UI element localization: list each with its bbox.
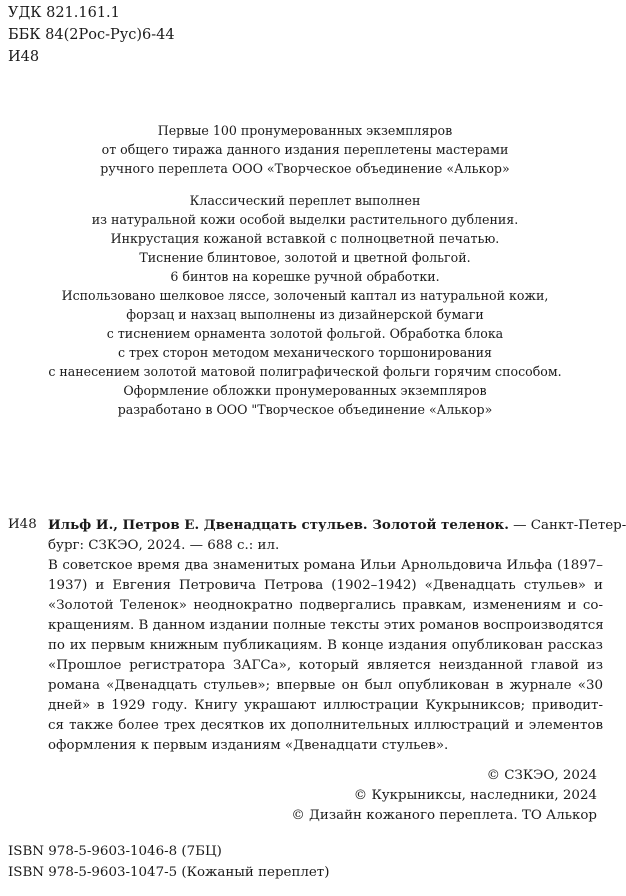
bib-author-sign: И48 <box>8 517 37 532</box>
bib-title-rest: — Санкт-Петер- <box>508 518 626 533</box>
binding-line: с трех сторон методом механического торшонирования <box>118 345 492 360</box>
bib-line: романа «Двенадцать стульев»; впервые он был опубликован в журнале «30 <box>48 678 603 693</box>
isbn-line: ISBN 978-5-9603-1046-8 (7БЦ) <box>8 844 222 859</box>
bib-title: Ильф И., Петров Е. Двенадцать стульев. Золотой теленок. <box>48 517 509 533</box>
binding-line: Использовано шелковое ляссе, золоченый каптал из натуральной кожи, <box>61 288 549 303</box>
edition-note-line: ручного переплета ООО «Творческое объединение «Алькор» <box>100 161 510 176</box>
edition-note <box>20 121 590 178</box>
edition-note-line: от общего тиража данного издания переплетены мастерами <box>101 142 509 157</box>
bib-line: ся также более трех десятков их дополнительных иллюстраций и элементов <box>48 718 603 733</box>
bib-line: 1937) и Евгения Петровича Петрова (1902–1942) «Двенадцать стульев» и <box>48 578 603 593</box>
binding-line: Оформление обложки пронумерованных экземпляров <box>123 383 487 398</box>
udk-code: УДК 821.161.1 <box>8 5 120 21</box>
binding-line: из натуральной кожи особой выделки растительного дубления. <box>91 212 519 227</box>
copyright-line: © Дизайн кожаного переплета. ТО Алькор <box>291 808 597 823</box>
binding-line: 6 бинтов на корешке ручной обработки. <box>170 269 440 284</box>
binding-line: с нанесением золотой матовой полиграфической фольги горячим способом. <box>48 364 562 379</box>
binding-line: с тиснением орнамента золотой фольгой. Обработка блока <box>106 326 504 341</box>
binding-description <box>20 191 590 419</box>
bib-line: по их первым книжным публикациям. В конце издания опубликован рассказ <box>48 638 603 653</box>
bib-line: «Прошлое регистратора ЗАГСа», который является неизданной главой из <box>48 658 603 673</box>
bib-line: В советское время два знаменитых романа Ильи Арнольдовича Ильфа (1897– <box>48 558 603 573</box>
bib-line: кращениям. В данном издании полные тексты этих романов воспроизводятся <box>48 618 604 633</box>
copyright-line: © Кукрыниксы, наследники, 2024 <box>353 788 597 803</box>
bib-line: дней» в 1929 году. Книгу украшают иллюстрации Кукрыниксов; приводит- <box>48 698 603 713</box>
copyright-line: © СЗКЭО, 2024 <box>486 768 597 783</box>
bbk-code: ББК 84(2Рос-Рус)6-44 <box>8 27 175 43</box>
bib-line: бург: СЗКЭО, 2024. — 688 с.: ил. <box>48 538 280 553</box>
isbn-line: ISBN 978-5-9603-1047-5 (Кожаный переплет) <box>8 865 330 880</box>
edition-note-line: Первые 100 пронумерованных экземпляров <box>157 123 453 138</box>
bib-line: оформления к первым изданиям «Двенадцати стульев». <box>48 738 449 753</box>
binding-line: форзац и нахзац выполнены из дизайнерской бумаги <box>126 307 484 322</box>
bib-title-line <box>48 515 626 536</box>
binding-line: Инкрустация кожаной вставкой с полноцветной печатью. <box>110 231 500 246</box>
binding-line: Тиснение блинтовое, золотой и цветной фольгой. <box>139 250 471 265</box>
bib-annotation <box>48 515 626 756</box>
binding-line: разработано в ООО "Творческое объединение «Алькор» <box>117 402 493 417</box>
classification-codes <box>8 2 175 68</box>
author-sign: И48 <box>8 49 40 65</box>
binding-line: Классический переплет выполнен <box>189 193 421 208</box>
copyright-notices <box>291 766 597 826</box>
isbn-block <box>8 841 329 883</box>
bib-line: «Золотой Теленок» неоднократно подвергались правкам, изменениям и со- <box>48 598 603 613</box>
